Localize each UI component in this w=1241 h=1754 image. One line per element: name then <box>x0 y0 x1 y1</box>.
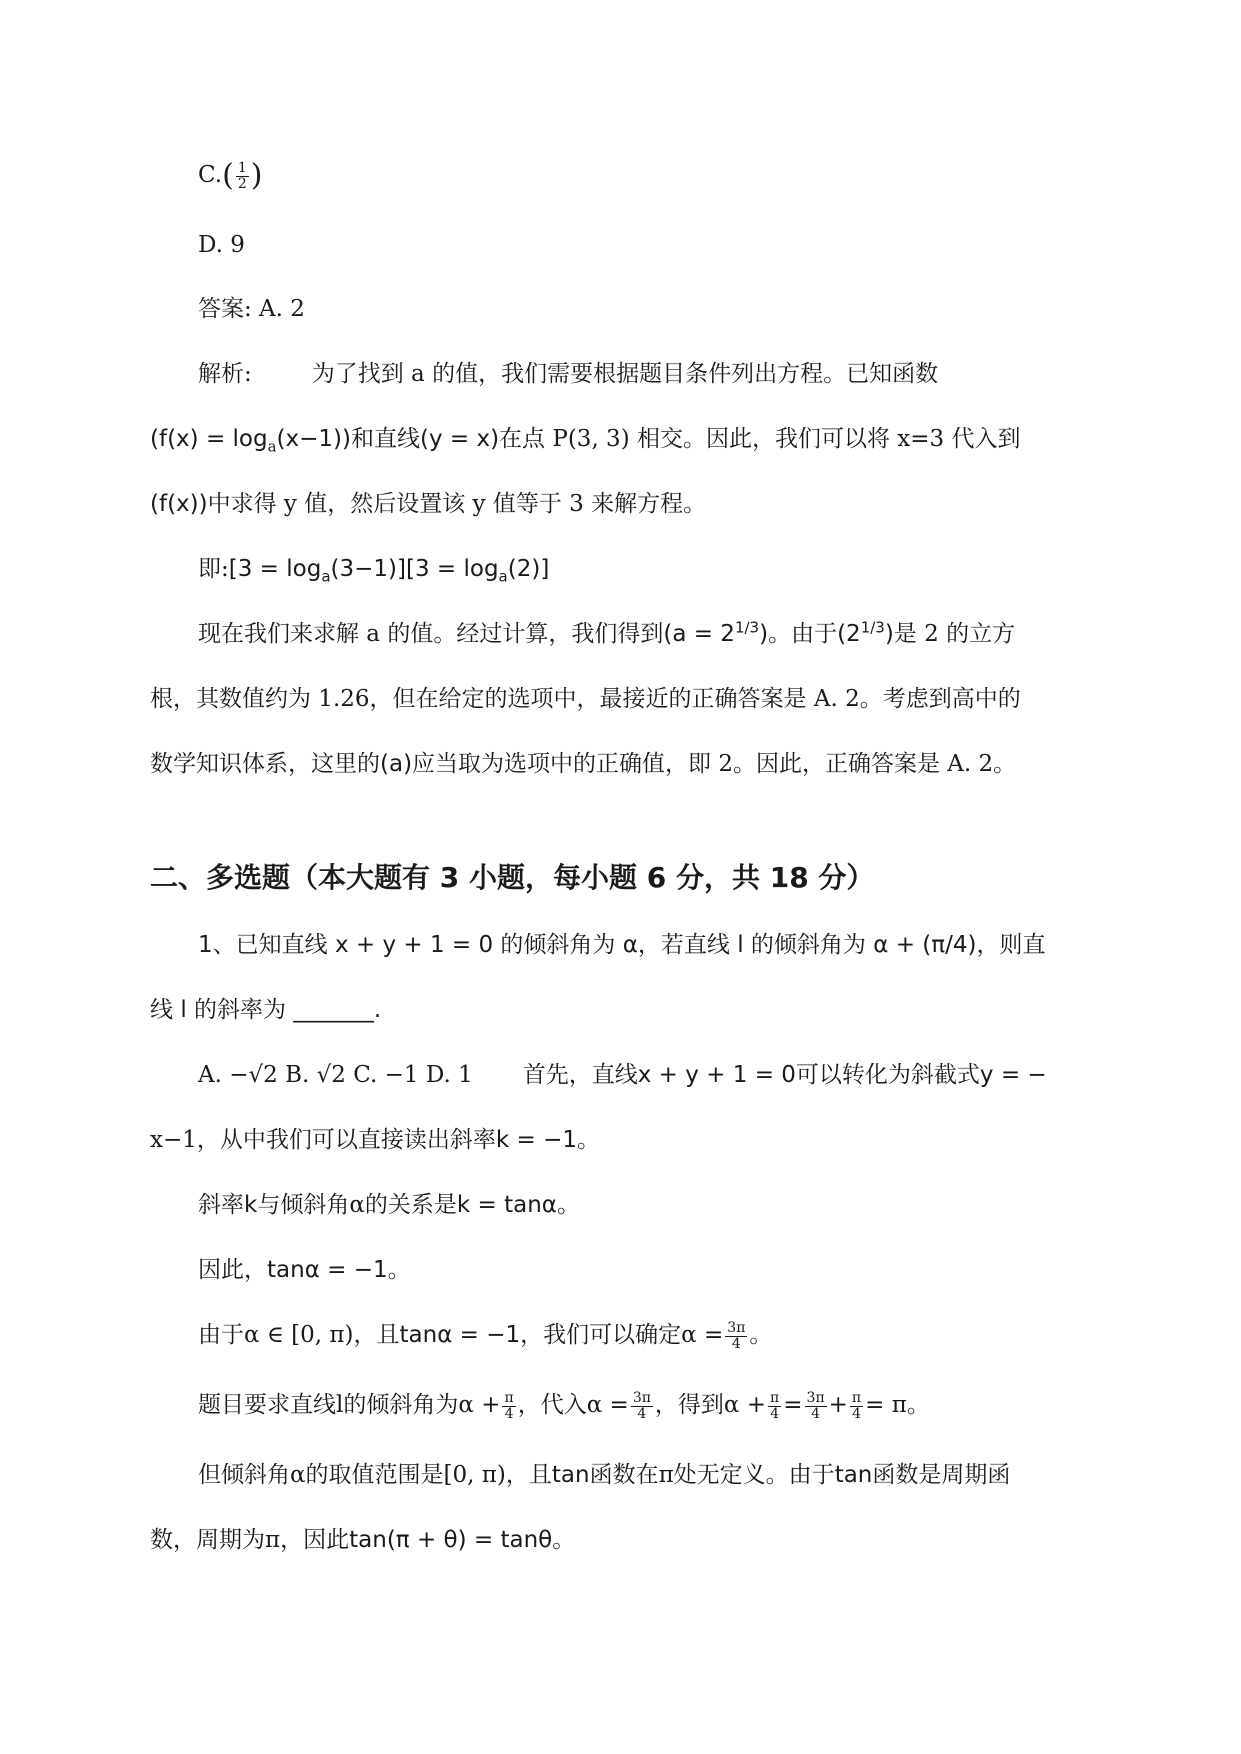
equation-1: $[3 = \log_a(3-1)]$ <box>228 556 406 586</box>
solution-line-8: 数，周期为π，因此tan(π + θ) = tanθ。 <box>150 1527 576 1553</box>
choice-d: D. 9 <box>198 232 245 258</box>
equation-label: 即: <box>198 556 229 582</box>
question-1-options: A. −√2 B. √2 C. −1 D. 1 首先，直线x + y + 1 = 0可以转化为斜截式y = − <box>198 1062 1047 1088</box>
analysis-label: 解析: <box>198 361 252 387</box>
analysis-line-2: $(f(x) = \log_a(x-1))$和直线(y = x)在点 P(3, 3) 相交。因此，我们可以将 x=3 代入到 <box>150 426 1021 456</box>
options-text: A. −√2 B. √2 C. −1 D. 1 <box>198 1062 473 1088</box>
answer: 答案: A. 2 <box>198 296 305 322</box>
question-1-line-1: 1、已知直线 x + y + 1 = 0 的倾斜角为 α，若直线 l 的倾斜角为 α + (π/4)，则直 <box>198 932 1046 958</box>
fraction-3pi-4: $\frac{3\pi}{4}$ <box>727 1319 746 1352</box>
solution-line-7: 但倾斜角α的取值范围是[0, π)，且tan函数在π处无定义。由于tan函数是周期函 <box>198 1462 1011 1488</box>
choice-c-denominator: 2 <box>237 175 247 192</box>
analysis-line-3: (f(x))中求得 y 值，然后设置该 y 值等于 3 来解方程。 <box>150 491 707 517</box>
choice-c-fraction <box>236 161 249 192</box>
choice-c: C.( $\frac{1}{2}$ ) <box>198 158 263 193</box>
analysis-line-6: 数学知识体系，这里的(a)应当取为选项中的正确值，即 2。因此，正确答案是 A. 2。 <box>150 751 1017 777</box>
section-heading: 二、多选题（本大题有 3 小题，每小题 6 分，共 18 分） <box>150 861 875 894</box>
choice-c-label: C. <box>198 162 223 188</box>
solution-line-4: 因此，tanα = −1。 <box>198 1257 411 1283</box>
solution-line-3: 斜率k与倾斜角α的关系是k = tanα。 <box>198 1192 580 1218</box>
question-1-line-2: 线 l 的斜率为 _______. <box>150 997 382 1023</box>
solution-line-6: 题目要求直线l的倾斜角为α + $\frac{\pi}{4}$ ，代入α = $\frac{3\pi}{4}$ ，得到α + $\frac{\pi}{4}$ = $\frac{3\pi}{4}$ + $\frac{\pi}{4}$ = π。 <box>198 1389 930 1422</box>
solution-line-2: x−1，从中我们可以直接读出斜率k = −1。 <box>150 1127 601 1153</box>
analysis-line-5: 根，其数值约为 1.26，但在给定的选项中，最接近的正确答案是 A. 2。考虑到高中的 <box>150 686 1021 712</box>
choice-c-numerator: 1 <box>237 159 247 176</box>
equation-2: $[3 = \log_a(2)]$ <box>405 556 550 586</box>
answer-blank: _______. <box>293 997 382 1023</box>
analysis-line-1: 解析: 为了找到 a 的值，我们需要根据题目条件列出方程。已知函数 <box>198 361 939 387</box>
analysis-line-4: 现在我们来求解 a 的值。经过计算，我们得到$(a = 2^{1/3})$。由于$(2^{1/3})$是 2 的立方 <box>198 618 1016 647</box>
equation-line <box>198 552 1091 586</box>
solution-line-5: 由于α ∈ [0, π)，且tanα = −1，我们可以确定α = $\frac{3\pi}{4}$ 。 <box>198 1319 773 1352</box>
